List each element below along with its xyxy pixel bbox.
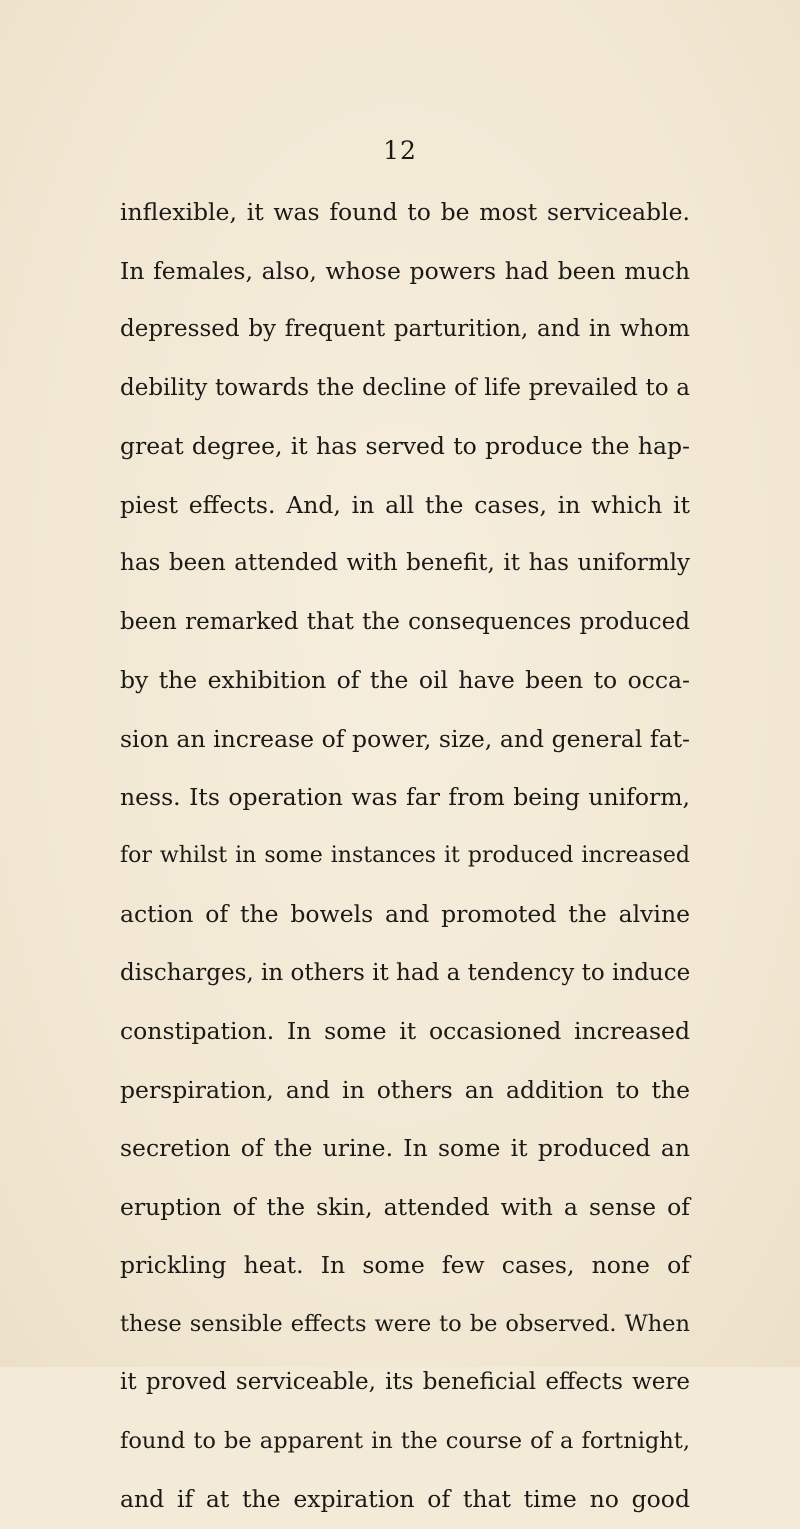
text-line: constipation. In some it occasioned increased xyxy=(120,1017,690,1045)
text-line: debility towards the decline of life prevailed to a xyxy=(120,374,690,401)
text-line: found to be apparent in the course of a fortnight, xyxy=(120,1427,690,1454)
text-line: been remarked that the consequences produced xyxy=(120,608,690,635)
text-line: depressed by frequent parturition, and in whom xyxy=(120,316,690,342)
text-line: by the exhibition of the oil have been to occa- xyxy=(120,666,690,694)
text-line: prickling heat. In some few cases, none of xyxy=(120,1251,690,1279)
text-line: it proved serviceable, its beneficial effects were xyxy=(120,1369,690,1395)
text-line: eruption of the skin, attended with a sense of xyxy=(120,1192,690,1221)
text-line: has been attended with benefit, it has uniformly xyxy=(120,550,690,576)
text-line: and if at the expiration of that time no good xyxy=(120,1485,690,1513)
text-line: discharges, in others it had a tendency to induce xyxy=(120,959,691,986)
text-line: secretion of the urine. In some it produced an xyxy=(120,1134,690,1162)
text-line: In females, also, whose powers had been much xyxy=(120,256,690,285)
text-line: perspiration, and in others an addition to the xyxy=(120,1075,690,1104)
text-line: inflexible, it was found to be most serviceable. xyxy=(120,198,690,226)
text-line: these sensible effects were to be observed. When xyxy=(120,1310,690,1337)
text-line: great degree, it has served to produce the hap- xyxy=(120,432,690,460)
body-text xyxy=(120,183,690,1529)
text-line: piest effects. And, in all the cases, in which it xyxy=(120,490,690,519)
text-line: for whilst in some instances it produced increased xyxy=(120,842,690,868)
text-line: sion an increase of power, size, and general fat- xyxy=(120,724,690,753)
text-line: ness. Its operation was far from being uniform, xyxy=(120,783,690,811)
page-number: 12 xyxy=(383,136,417,165)
text-line: action of the bowels and promoted the alvine xyxy=(120,900,690,928)
